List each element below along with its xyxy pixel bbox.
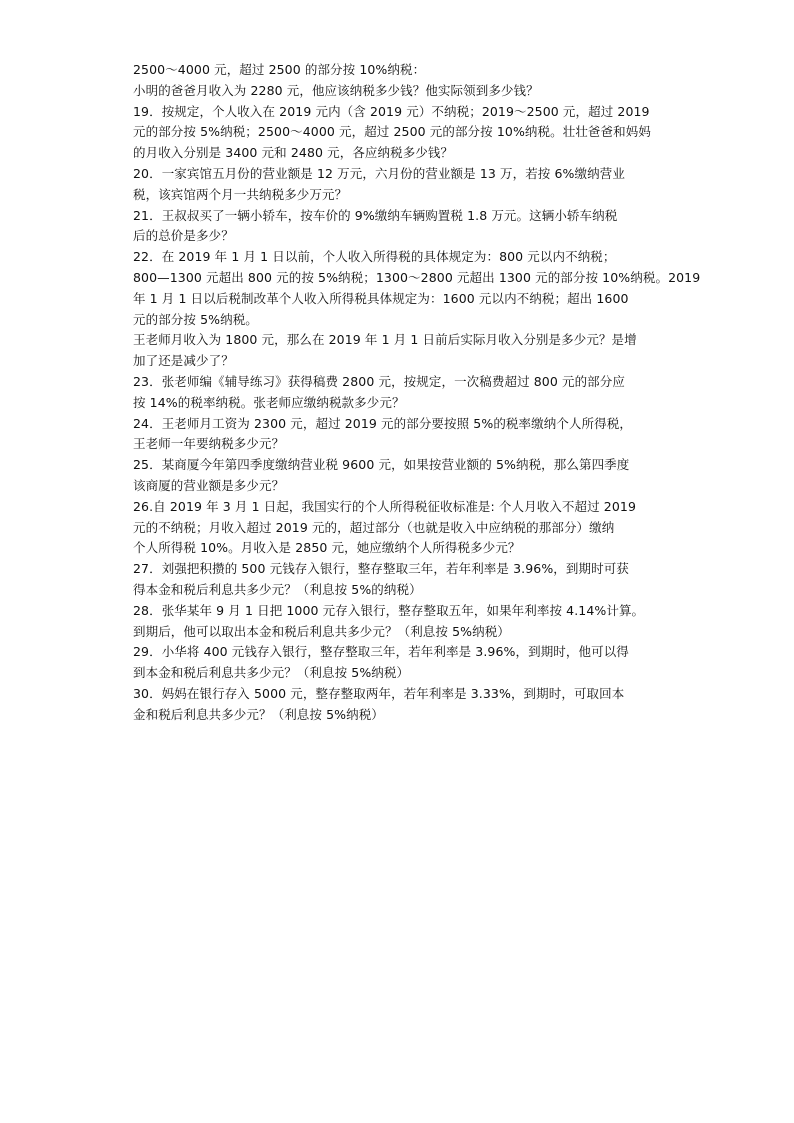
question-19-line-1: 19．按规定，个人收入在 2019 元内（含 2019 元）不纳税；2019～2500 元，超过 2019: [133, 103, 650, 119]
question-29-line-1: 29．小华将 400 元钱存入银行，整存整取三年，若年利率是 3.96%，到期时，他可以得: [133, 644, 629, 660]
question-30-line-1: 30．妈妈在银行存入 5000 元，整存整取两年，若年利率是 3.33%，到期时，可取回本: [133, 685, 625, 701]
question-22-line-4: 元的部分按 5%纳税。: [133, 311, 258, 327]
question-22-line-6: 加了还是减少了？: [133, 353, 234, 369]
question-20-line-2: 税，该宾馆两个月一共纳税多少万元？: [133, 186, 348, 202]
question-22-line-5: 王老师月收入为 1800 元，那么在 2019 年 1 月 1 日前后实际月收入分别是多少元？是增: [133, 332, 637, 348]
question-20-line-1: 20．一家宾馆五月份的营业额是 12 万元，六月份的营业额是 13 万，若按 6%缴纳营业: [133, 165, 625, 181]
question-25-line-1: 25．某商厦今年第四季度缴纳营业税 9600 元，如果按营业额的 5%纳税，那么第四季度: [133, 457, 630, 473]
question-24-line-1: 24．王老师月工资为 2300 元，超过 2019 元的部分要按照 5%的税率缴纳个人所得税，: [133, 415, 632, 431]
question-22-line-1: 22．在 2019 年 1 月 1 日以前，个人收入所得税的具体规定为：800 元以内不纳税；: [133, 249, 616, 265]
question-22-line-2: 800—1300 元超出 800 元的按 5%纳税；1300～2800 元超出 1300 元的部分按 10%纳税。2019: [133, 269, 701, 285]
question-27-line-1: 27．刘强把积攒的 500 元钱存入银行，整存整取三年，若年利率是 3.96%，到期时可获: [133, 561, 629, 577]
question-28-line-1: 28．张华某年 9 月 1 日把 1000 元存入银行，整存整取五年，如果年利率按 4.14%计算。: [133, 602, 645, 618]
question-21-line-1: 21．王叔叔买了一辆小轿车，按车价的 9%缴纳车辆购置税 1.8 万元。这辆小轿车纳税: [133, 207, 618, 223]
question-28-line-2: 到期后，他可以取出本金和税后利息共多少元？（利息按 5%纳税）: [133, 623, 510, 639]
question-29-line-2: 到本金和税后利息共多少元？（利息按 5%纳税）: [133, 665, 410, 681]
question-30-line-2: 金和税后利息共多少元？（利息按 5%纳税）: [133, 706, 384, 722]
question-22-line-3: 年 1 月 1 日以后税制改革个人收入所得税具体规定为：1600 元以内不纳税；超出 1600: [133, 290, 629, 306]
question-19-line-3: 的月收入分别是 3400 元和 2480 元，各应纳税多少钱？: [133, 145, 454, 161]
question-26-line-1: 26.自 2019 年 3 月 1 日起，我国实行的个人所得税征收标准是: 个人月收入不超过 2019: [133, 498, 637, 514]
question-21-line-2: 后的总价是多少？: [133, 228, 234, 244]
question-26-line-3: 个人所得税 10%。月收入是 2850 元，她应缴纳个人所得税多少元？: [133, 540, 521, 556]
question-27-line-2: 得本金和税后利息共多少元？（利息按 5%的纳税）: [133, 581, 422, 597]
text-line-1: 2500～4000 元，超过 2500 的部分按 10%纳税：: [133, 62, 426, 77]
text-line-2: 小明的爸爸月收入为 2280 元，他应该纳税多少钱？他实际领到多少钱？: [133, 82, 539, 98]
question-24-line-2: 王老师一年要纳税多少元？: [133, 436, 285, 452]
question-23-line-2: 按 14%的税率纳税。张老师应缴纳税款多少元？: [133, 394, 405, 410]
question-25-line-2: 该商厦的营业额是多少元？: [133, 477, 285, 493]
question-23-line-1: 23．张老师编《辅导练习》获得稿费 2800 元，按规定，一次稿费超过 800 元的部分应: [133, 373, 625, 389]
document-body: [133, 60, 701, 726]
question-19-line-2: 元的部分按 5%纳税；2500～4000 元，超过 2500 元的部分按 10%纳税。壮壮爸爸和妈妈: [133, 124, 651, 140]
question-26-line-2: 元的不纳税；月收入超过 2019 元的，超过部分（也就是收入中应纳税的那部分）缴纳: [133, 519, 615, 535]
